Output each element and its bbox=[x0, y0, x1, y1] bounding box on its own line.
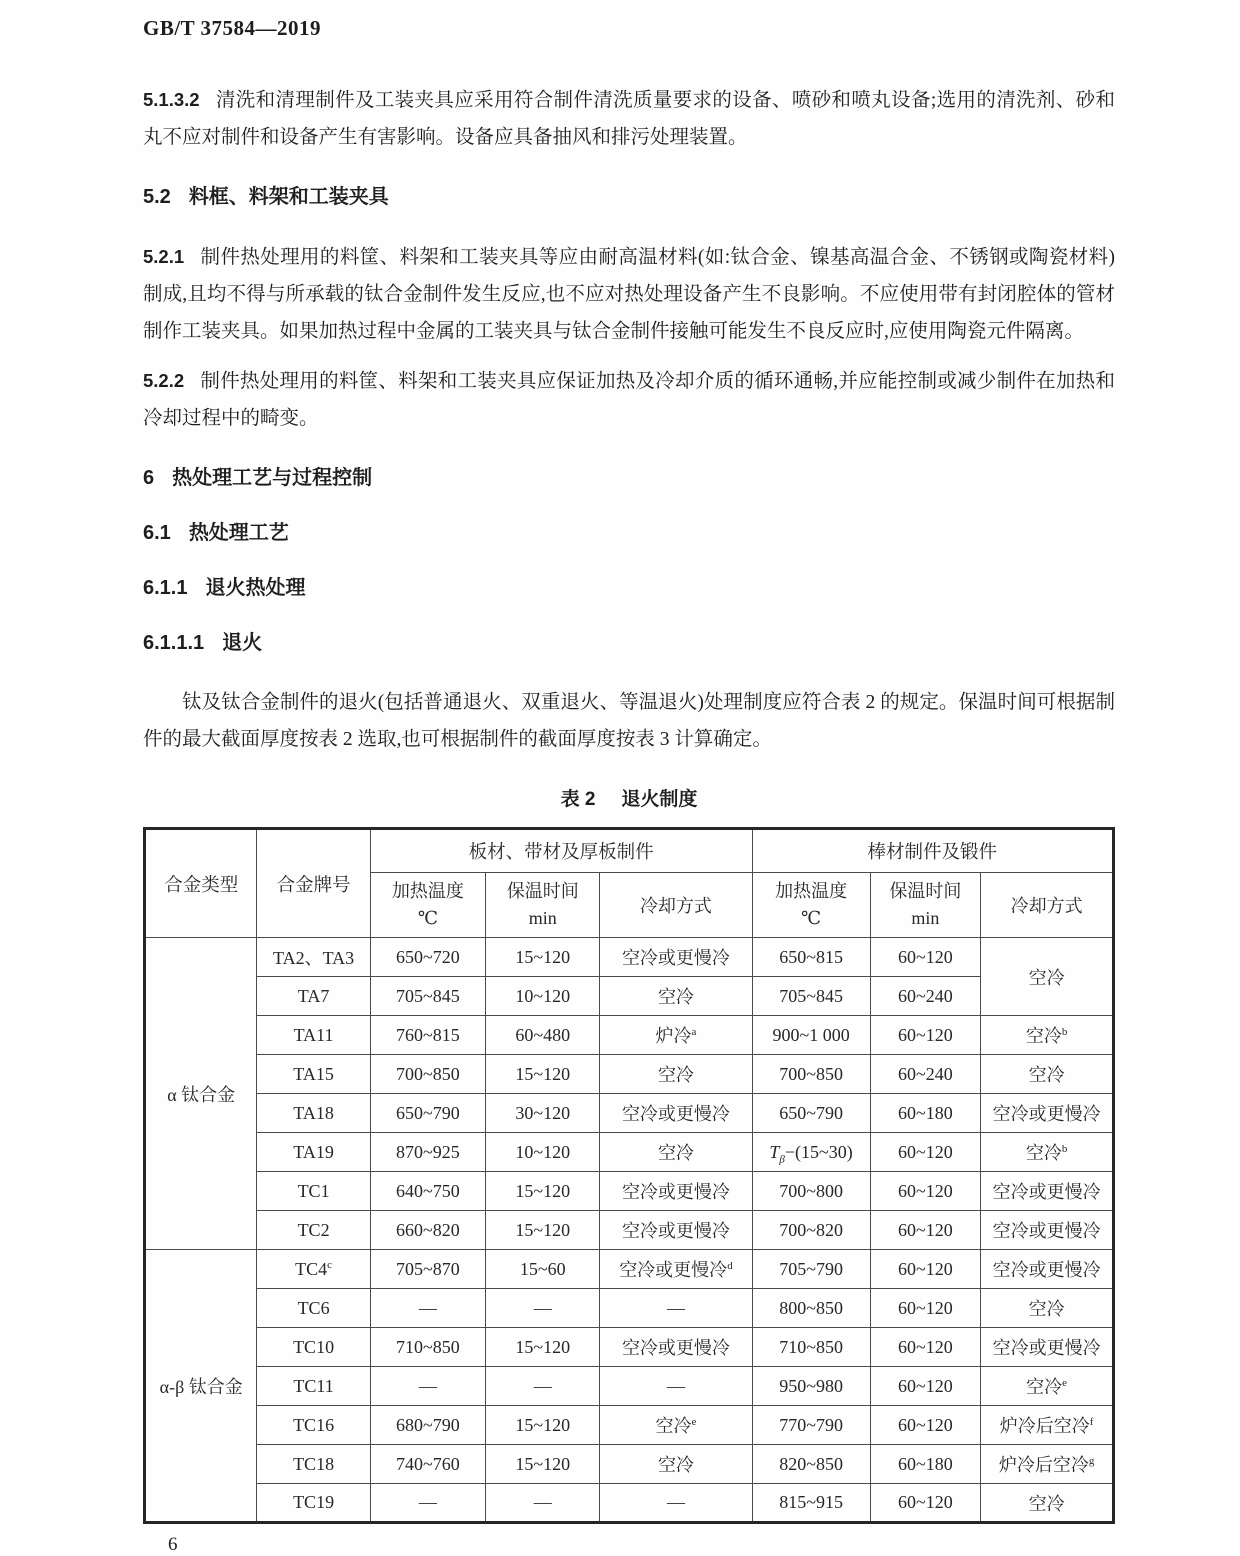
paragraph: 钛及钛合金制件的退火(包括普通退火、双重退火、等温退火)处理制度应符合表 2 的规定。保温时间可根据制件的最大截面厚度按表 2 选取,也可根据制件的截面厚度按表 3 计算确定。 bbox=[143, 692, 1115, 750]
plate-holding-time-cell: 15~120 bbox=[486, 1172, 600, 1211]
alloy-grade-cell: TA18 bbox=[257, 1094, 370, 1133]
bar-holding-time-cell: 60~120 bbox=[870, 938, 980, 977]
clause-5.1.3.2: 5.1.3.2 清洗和清理制件及工装夹具应采用符合制件清洗质量要求的设备、喷砂和喷丸设备;选用的清洗剂、砂和丸不应对制件和设备产生有害影响。设备应具备抽风和排污处理装置。 bbox=[143, 89, 1115, 148]
plate-cooling-cell: 空冷或更慢冷 bbox=[600, 1211, 752, 1250]
clause-5.2.2: 5.2.2 制件热处理用的料筐、料架和工装夹具应保证加热及冷却介质的循环通畅,并应能控制或减少制件在加热和冷却过程中的畸变。 bbox=[143, 370, 1115, 429]
bar-heating-temp-cell: 700~850 bbox=[752, 1055, 870, 1094]
table-body bbox=[145, 938, 1114, 1523]
plate-heating-temp-cell: 705~870 bbox=[370, 1250, 485, 1289]
table-caption-title: 退火制度 bbox=[621, 789, 698, 810]
annealing-schedule-table bbox=[143, 827, 1115, 1524]
alloy-grade-cell: TC11 bbox=[257, 1367, 370, 1406]
table-row bbox=[145, 1094, 1114, 1133]
heating-temp-unit: ℃ bbox=[801, 908, 822, 928]
table-row bbox=[145, 938, 1114, 977]
bar-heating-temp-cell: 770~790 bbox=[752, 1406, 870, 1445]
plate-holding-time-cell: — bbox=[486, 1484, 600, 1523]
bar-cooling-cell: 空冷或更慢冷 bbox=[981, 1211, 1114, 1250]
bar-heating-temp-cell: 700~800 bbox=[752, 1172, 870, 1211]
bar-holding-time-cell: 60~180 bbox=[870, 1445, 980, 1484]
alloy-grade-cell: TC10 bbox=[257, 1328, 370, 1367]
clause-number: 5.2 bbox=[143, 186, 171, 208]
plate-holding-time-cell: 15~120 bbox=[486, 1211, 600, 1250]
plate-holding-time-cell: 10~120 bbox=[486, 1133, 600, 1172]
plate-heating-temp-cell: 705~845 bbox=[370, 977, 485, 1016]
plate-holding-time-cell: 60~480 bbox=[486, 1016, 600, 1055]
alloy-type-cell: α-β 钛合金 bbox=[145, 1250, 257, 1523]
col-header-alloy-type: 合金类型 bbox=[145, 829, 257, 938]
alloy-grade-cell: TA7 bbox=[257, 977, 370, 1016]
bar-holding-time-cell: 60~240 bbox=[870, 1055, 980, 1094]
plate-heating-temp-cell: — bbox=[370, 1484, 485, 1523]
plate-cooling-cell: — bbox=[600, 1484, 752, 1523]
bar-cooling-cell: 炉冷后空冷$^g$ bbox=[981, 1445, 1114, 1484]
clause-number: 5.1.3.2 bbox=[143, 89, 200, 110]
bar-holding-time-cell: 60~120 bbox=[870, 1484, 980, 1523]
bar-cooling-cell: 炉冷后空冷$^f$ bbox=[981, 1406, 1114, 1445]
bar-cooling-cell: 空冷$^b$ bbox=[981, 1133, 1114, 1172]
plate-cooling-cell: 空冷 bbox=[600, 1055, 752, 1094]
col-group-bar: 棒材制件及锻件 bbox=[752, 829, 1114, 873]
clause-number: 5.2.1 bbox=[143, 246, 185, 267]
bar-cooling-cell: 空冷 bbox=[981, 938, 1114, 1016]
clause-number: 6.1.1.1 bbox=[143, 632, 205, 654]
page-number: 6 bbox=[168, 1534, 178, 1555]
bar-heating-temp-cell: 700~820 bbox=[752, 1211, 870, 1250]
bar-cooling-cell: 空冷或更慢冷 bbox=[981, 1094, 1114, 1133]
bar-heating-temp-cell: 900~1 000 bbox=[752, 1016, 870, 1055]
heating-temp-label: 加热温度 bbox=[775, 881, 848, 901]
bar-holding-time-cell: 60~120 bbox=[870, 1211, 980, 1250]
bar-heating-temp-cell: $T_\beta-(15\sim 30)$ bbox=[752, 1133, 870, 1172]
plate-heating-temp-cell: 650~720 bbox=[370, 938, 485, 977]
col-header-cooling-bar: 冷却方式 bbox=[981, 873, 1114, 938]
plate-holding-time-cell: 30~120 bbox=[486, 1094, 600, 1133]
bar-heating-temp-cell: 815~915 bbox=[752, 1484, 870, 1523]
clause-number: 5.2.2 bbox=[143, 370, 185, 391]
plate-cooling-cell: 空冷或更慢冷 bbox=[600, 1094, 752, 1133]
plate-heating-temp-cell: 870~925 bbox=[370, 1133, 485, 1172]
col-group-plate: 板材、带材及厚板制件 bbox=[370, 829, 752, 873]
bar-holding-time-cell: 60~120 bbox=[870, 1406, 980, 1445]
bar-cooling-cell: 空冷或更慢冷 bbox=[981, 1328, 1114, 1367]
table-row bbox=[145, 1133, 1114, 1172]
alloy-grade-cell: TC1 bbox=[257, 1172, 370, 1211]
holding-time-unit: min bbox=[528, 908, 557, 928]
plate-holding-time-cell: 15~120 bbox=[486, 1328, 600, 1367]
bar-heating-temp-cell: 705~790 bbox=[752, 1250, 870, 1289]
holding-time-label: 保温时间 bbox=[506, 881, 579, 901]
bar-heating-temp-cell: 800~850 bbox=[752, 1289, 870, 1328]
plate-holding-time-cell: 15~120 bbox=[486, 1055, 600, 1094]
plate-cooling-cell: 空冷或更慢冷 bbox=[600, 1172, 752, 1211]
table-caption bbox=[143, 784, 1115, 811]
bar-holding-time-cell: 60~120 bbox=[870, 1172, 980, 1211]
plate-heating-temp-cell: 760~815 bbox=[370, 1016, 485, 1055]
clause-5.2.1: 5.2.1 制件热处理用的料筐、料架和工装夹具等应由耐高温材料(如:钛合金、镍基高温合金、不锈钢或陶瓷材料)制成,且均不得与所承载的钛合金制件发生反应,也不应对热处理设备产生不良影响。不应使用带有封闭腔体的管材制作工装夹具。如果加热过程中金属的工装夹具与钛合金制件接触可能发生不良反应时,应使用陶瓷元件隔离。 bbox=[143, 246, 1115, 342]
table-row bbox=[145, 1172, 1114, 1211]
holding-time-unit: min bbox=[911, 908, 940, 928]
plate-heating-temp-cell: 740~760 bbox=[370, 1445, 485, 1484]
bar-cooling-cell: 空冷$^b$ bbox=[981, 1016, 1114, 1055]
alloy-grade-cell: TA11 bbox=[257, 1016, 370, 1055]
table-row bbox=[145, 1016, 1114, 1055]
bar-heating-temp-cell: 650~790 bbox=[752, 1094, 870, 1133]
holding-time-label: 保温时间 bbox=[889, 881, 962, 901]
col-header-holding-time-plate bbox=[486, 873, 600, 938]
alloy-grade-cell: TC2 bbox=[257, 1211, 370, 1250]
col-header-holding-time-bar bbox=[870, 873, 980, 938]
plate-heating-temp-cell: 700~850 bbox=[370, 1055, 485, 1094]
table-row bbox=[145, 1055, 1114, 1094]
plate-holding-time-cell: 15~120 bbox=[486, 1445, 600, 1484]
plate-holding-time-cell: — bbox=[486, 1367, 600, 1406]
table-row bbox=[145, 1367, 1114, 1406]
plate-cooling-cell: — bbox=[600, 1367, 752, 1406]
plate-cooling-cell: — bbox=[600, 1289, 752, 1328]
heading-6.1.1.1: 6.1.1.1 退火 bbox=[143, 632, 263, 654]
heading-6.1: 6.1 热处理工艺 bbox=[143, 522, 289, 544]
plate-heating-temp-cell: 650~790 bbox=[370, 1094, 485, 1133]
alloy-type-cell: α 钛合金 bbox=[145, 938, 257, 1250]
heading-5.2: 5.2 料框、料架和工装夹具 bbox=[143, 186, 389, 208]
plate-cooling-cell: 空冷或更慢冷$^d$ bbox=[600, 1250, 752, 1289]
alloy-grade-cell: TC6 bbox=[257, 1289, 370, 1328]
plate-cooling-cell: 空冷 bbox=[600, 977, 752, 1016]
alloy-grade-cell: TC4$^c$ bbox=[257, 1250, 370, 1289]
standard-number: GB/T 37584—2019 bbox=[143, 16, 322, 40]
plate-holding-time-cell: 10~120 bbox=[486, 977, 600, 1016]
bar-cooling-cell: 空冷或更慢冷 bbox=[981, 1250, 1114, 1289]
heading-6: 6 热处理工艺与过程控制 bbox=[143, 467, 373, 489]
col-header-alloy-grade: 合金牌号 bbox=[257, 829, 370, 938]
plate-cooling-cell: 空冷 bbox=[600, 1133, 752, 1172]
alloy-grade-cell: TA19 bbox=[257, 1133, 370, 1172]
bar-holding-time-cell: 60~120 bbox=[870, 1328, 980, 1367]
col-header-heating-temp-plate bbox=[370, 873, 485, 938]
bar-holding-time-cell: 60~240 bbox=[870, 977, 980, 1016]
clause-number: 6.1 bbox=[143, 522, 171, 544]
table-head bbox=[145, 829, 1114, 938]
bar-holding-time-cell: 60~120 bbox=[870, 1016, 980, 1055]
alloy-grade-cell: TC19 bbox=[257, 1484, 370, 1523]
plate-heating-temp-cell: 660~820 bbox=[370, 1211, 485, 1250]
bar-heating-temp-cell: 710~850 bbox=[752, 1328, 870, 1367]
table-row bbox=[145, 1250, 1114, 1289]
bar-cooling-cell: 空冷 bbox=[981, 1055, 1114, 1094]
heating-temp-label: 加热温度 bbox=[391, 881, 464, 901]
plate-cooling-cell: 炉冷$^a$ bbox=[600, 1016, 752, 1055]
plate-holding-time-cell: 15~60 bbox=[486, 1250, 600, 1289]
heading-6.1.1: 6.1.1 退火热处理 bbox=[143, 577, 306, 599]
bar-cooling-cell: 空冷 bbox=[981, 1289, 1114, 1328]
bar-holding-time-cell: 60~120 bbox=[870, 1133, 980, 1172]
alloy-grade-cell: TC16 bbox=[257, 1406, 370, 1445]
table-row bbox=[145, 1211, 1114, 1250]
document-body bbox=[143, 81, 1115, 758]
table-row bbox=[145, 1484, 1114, 1523]
plate-cooling-cell: 空冷$^e$ bbox=[600, 1406, 752, 1445]
plate-cooling-cell: 空冷 bbox=[600, 1445, 752, 1484]
alloy-grade-cell: TA15 bbox=[257, 1055, 370, 1094]
bar-cooling-cell: 空冷或更慢冷 bbox=[981, 1172, 1114, 1211]
plate-holding-time-cell: 15~120 bbox=[486, 1406, 600, 1445]
alloy-grade-cell: TC18 bbox=[257, 1445, 370, 1484]
bar-heating-temp-cell: 650~815 bbox=[752, 938, 870, 977]
plate-cooling-cell: 空冷或更慢冷 bbox=[600, 938, 752, 977]
plate-heating-temp-cell: 710~850 bbox=[370, 1328, 485, 1367]
bar-holding-time-cell: 60~120 bbox=[870, 1289, 980, 1328]
clause-number: 6 bbox=[143, 467, 155, 489]
alloy-grade-cell: TA2、TA3 bbox=[257, 938, 370, 977]
bar-holding-time-cell: 60~120 bbox=[870, 1250, 980, 1289]
header-group-row bbox=[145, 829, 1114, 873]
table-row bbox=[145, 1328, 1114, 1367]
table-row bbox=[145, 1289, 1114, 1328]
bar-holding-time-cell: 60~120 bbox=[870, 1367, 980, 1406]
bar-holding-time-cell: 60~180 bbox=[870, 1094, 980, 1133]
heating-temp-unit: ℃ bbox=[417, 908, 438, 928]
plate-heating-temp-cell: 640~750 bbox=[370, 1172, 485, 1211]
plate-heating-temp-cell: 680~790 bbox=[370, 1406, 485, 1445]
bar-cooling-cell: 空冷 bbox=[981, 1484, 1114, 1523]
table-caption-label: 表 2 bbox=[560, 789, 596, 810]
bar-heating-temp-cell: 705~845 bbox=[752, 977, 870, 1016]
plate-holding-time-cell: — bbox=[486, 1289, 600, 1328]
table-row bbox=[145, 977, 1114, 1016]
col-header-cooling-plate: 冷却方式 bbox=[600, 873, 752, 938]
table-row bbox=[145, 1445, 1114, 1484]
bar-heating-temp-cell: 820~850 bbox=[752, 1445, 870, 1484]
col-header-heating-temp-bar bbox=[752, 873, 870, 938]
clause-number: 6.1.1 bbox=[143, 577, 188, 599]
table-row bbox=[145, 1406, 1114, 1445]
bar-heating-temp-cell: 950~980 bbox=[752, 1367, 870, 1406]
plate-heating-temp-cell: — bbox=[370, 1367, 485, 1406]
bar-cooling-cell: 空冷$^e$ bbox=[981, 1367, 1114, 1406]
plate-heating-temp-cell: — bbox=[370, 1289, 485, 1328]
plate-cooling-cell: 空冷或更慢冷 bbox=[600, 1328, 752, 1367]
plate-holding-time-cell: 15~120 bbox=[486, 938, 600, 977]
